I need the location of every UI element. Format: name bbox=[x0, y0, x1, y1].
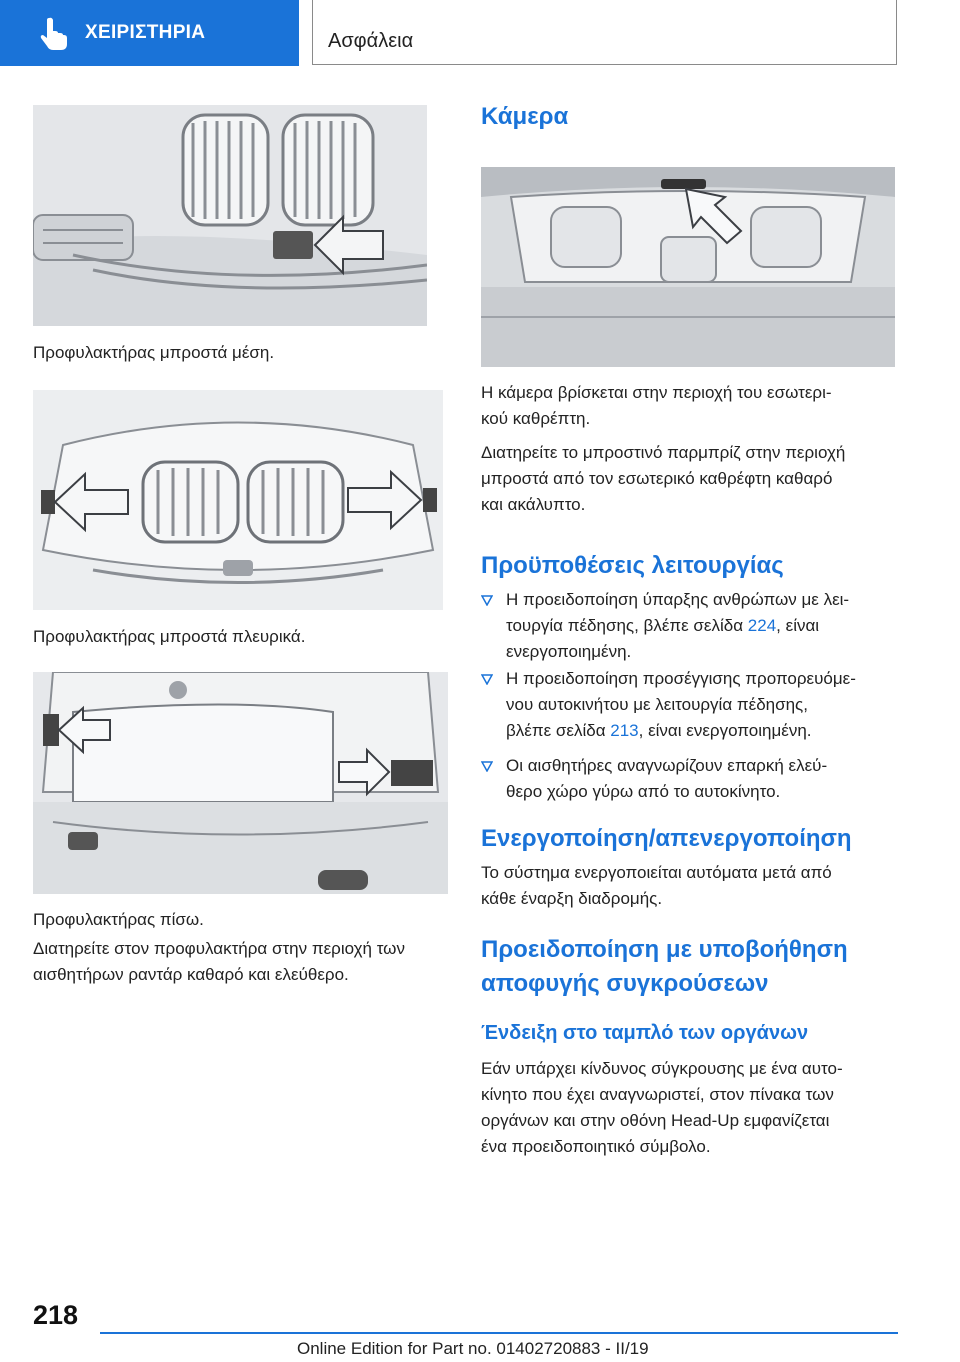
triangle-bullet-icon bbox=[481, 595, 493, 606]
text-line: Οι αισθητήρες αναγνωρίζουν επαρκή ελεύ- bbox=[506, 756, 828, 775]
caption-front-center: Προφυλακτήρας μπροστά μέση. bbox=[33, 343, 275, 362]
text-line: Η προειδοποίηση ύπαρξης ανθρώπων με λει- bbox=[506, 590, 850, 609]
text-line: ένα προειδοποιητικό σύμβολο. bbox=[481, 1137, 711, 1156]
text-line: κού καθρέπτη. bbox=[481, 409, 591, 428]
text-line: Η κάμερα βρίσκεται στην περιοχή του εσωτερι- bbox=[481, 383, 832, 402]
prerequisite-item bbox=[481, 753, 901, 807]
text-line bbox=[506, 613, 849, 639]
text-line: Διατηρείτε το μπροστινό παρμπρίζ στην περιοχή bbox=[481, 443, 846, 462]
triangle-bullet-icon bbox=[481, 761, 493, 772]
heading-line: αποφυγής συγκρούσεων bbox=[481, 970, 769, 997]
text-line: θερο χώρο γύρω από το αυτοκίνητο. bbox=[506, 782, 781, 801]
prerequisite-item bbox=[481, 666, 901, 746]
pointing-hand-icon bbox=[40, 16, 68, 50]
edition-note: Online Edition for Part no. 01402720883 - II/19 bbox=[297, 1339, 649, 1358]
front-bumper-sides-illustration bbox=[33, 390, 443, 610]
camera-paragraph-1 bbox=[481, 380, 901, 432]
camera-heading: Κάμερα bbox=[481, 103, 569, 130]
chapter-label: ΧΕΙΡΙΣΤΗΡΙΑ bbox=[85, 22, 206, 43]
page-link-213[interactable]: 213 bbox=[610, 721, 639, 740]
page-number: 218 bbox=[33, 1300, 79, 1330]
text-segment: , είναι ενεργοποιημένη. bbox=[638, 721, 812, 740]
front-bumper-center-image bbox=[33, 105, 427, 326]
left-note-line: Διατηρείτε στον προφυλακτήρα στην περιοχή των bbox=[33, 939, 405, 958]
left-note-paragraph bbox=[33, 936, 453, 988]
text-line: Το σύστημα ενεργοποιείται αυτόματα μετά από bbox=[481, 863, 832, 882]
text-line: κάθε έναρξη διαδρομής. bbox=[481, 889, 663, 908]
front-bumper-center-illustration bbox=[33, 105, 427, 326]
activation-paragraph bbox=[481, 860, 901, 912]
text-line: Εάν υπάρχει κίνδυνος σύγκρουσης με ένα αυτο- bbox=[481, 1059, 843, 1078]
camera-image bbox=[481, 167, 895, 367]
text-line: ενεργοποιημένη. bbox=[506, 642, 632, 661]
rear-bumper-illustration bbox=[33, 672, 448, 894]
page-link-224[interactable]: 224 bbox=[747, 616, 777, 635]
footer-divider bbox=[100, 1332, 898, 1334]
text-segment: τουργία πέδησης, βλέπε σελίδα bbox=[506, 616, 748, 635]
text-line: Η προειδοποίηση προσέγγισης προπορευόμε- bbox=[506, 669, 856, 688]
text-line: μπροστά από τον εσωτερικό καθρέφτη καθαρό bbox=[481, 469, 833, 488]
prerequisites-heading: Προϋποθέσεις λειτουργίας bbox=[481, 552, 784, 579]
text-line: νου αυτοκινήτου με λειτουργία πέδησης, bbox=[506, 695, 808, 714]
section-title: Ασφάλεια bbox=[328, 30, 414, 52]
section-header bbox=[312, 0, 897, 65]
camera-paragraph-2 bbox=[481, 440, 901, 518]
instrument-paragraph bbox=[481, 1056, 901, 1160]
left-note-line: αισθητήρων ραντάρ καθαρό και ελεύθερο. bbox=[33, 965, 349, 984]
text-line: οργάνων και στην οθόνη Head-Up εμφανίζεται bbox=[481, 1111, 830, 1130]
front-bumper-sides-image bbox=[33, 390, 443, 610]
caption-front-sides: Προφυλακτήρας μπροστά πλευρικά. bbox=[33, 627, 306, 646]
camera-illustration bbox=[481, 167, 895, 367]
rear-bumper-image bbox=[33, 672, 448, 894]
text-line: και ακάλυπτο. bbox=[481, 495, 586, 514]
prerequisite-item bbox=[481, 587, 901, 667]
text-segment: βλέπε σελίδα bbox=[506, 721, 611, 740]
activation-heading: Ενεργοποίηση/απενεργοποίηση bbox=[481, 825, 852, 852]
text-line bbox=[506, 718, 856, 744]
instrument-cluster-subheading: Ένδειξη στο ταμπλό των οργάνων bbox=[481, 1022, 809, 1044]
triangle-bullet-icon bbox=[481, 674, 493, 685]
text-segment: , είναι bbox=[776, 616, 820, 635]
chapter-tab[interactable] bbox=[0, 0, 299, 66]
caption-rear: Προφυλακτήρας πίσω. bbox=[33, 910, 204, 929]
text-line: κίνητο που έχει αναγνωριστεί, στον πίνακα των bbox=[481, 1085, 834, 1104]
heading-line: Προειδοποίηση με υποβοήθηση bbox=[481, 936, 848, 963]
collision-warning-heading bbox=[481, 933, 848, 1001]
